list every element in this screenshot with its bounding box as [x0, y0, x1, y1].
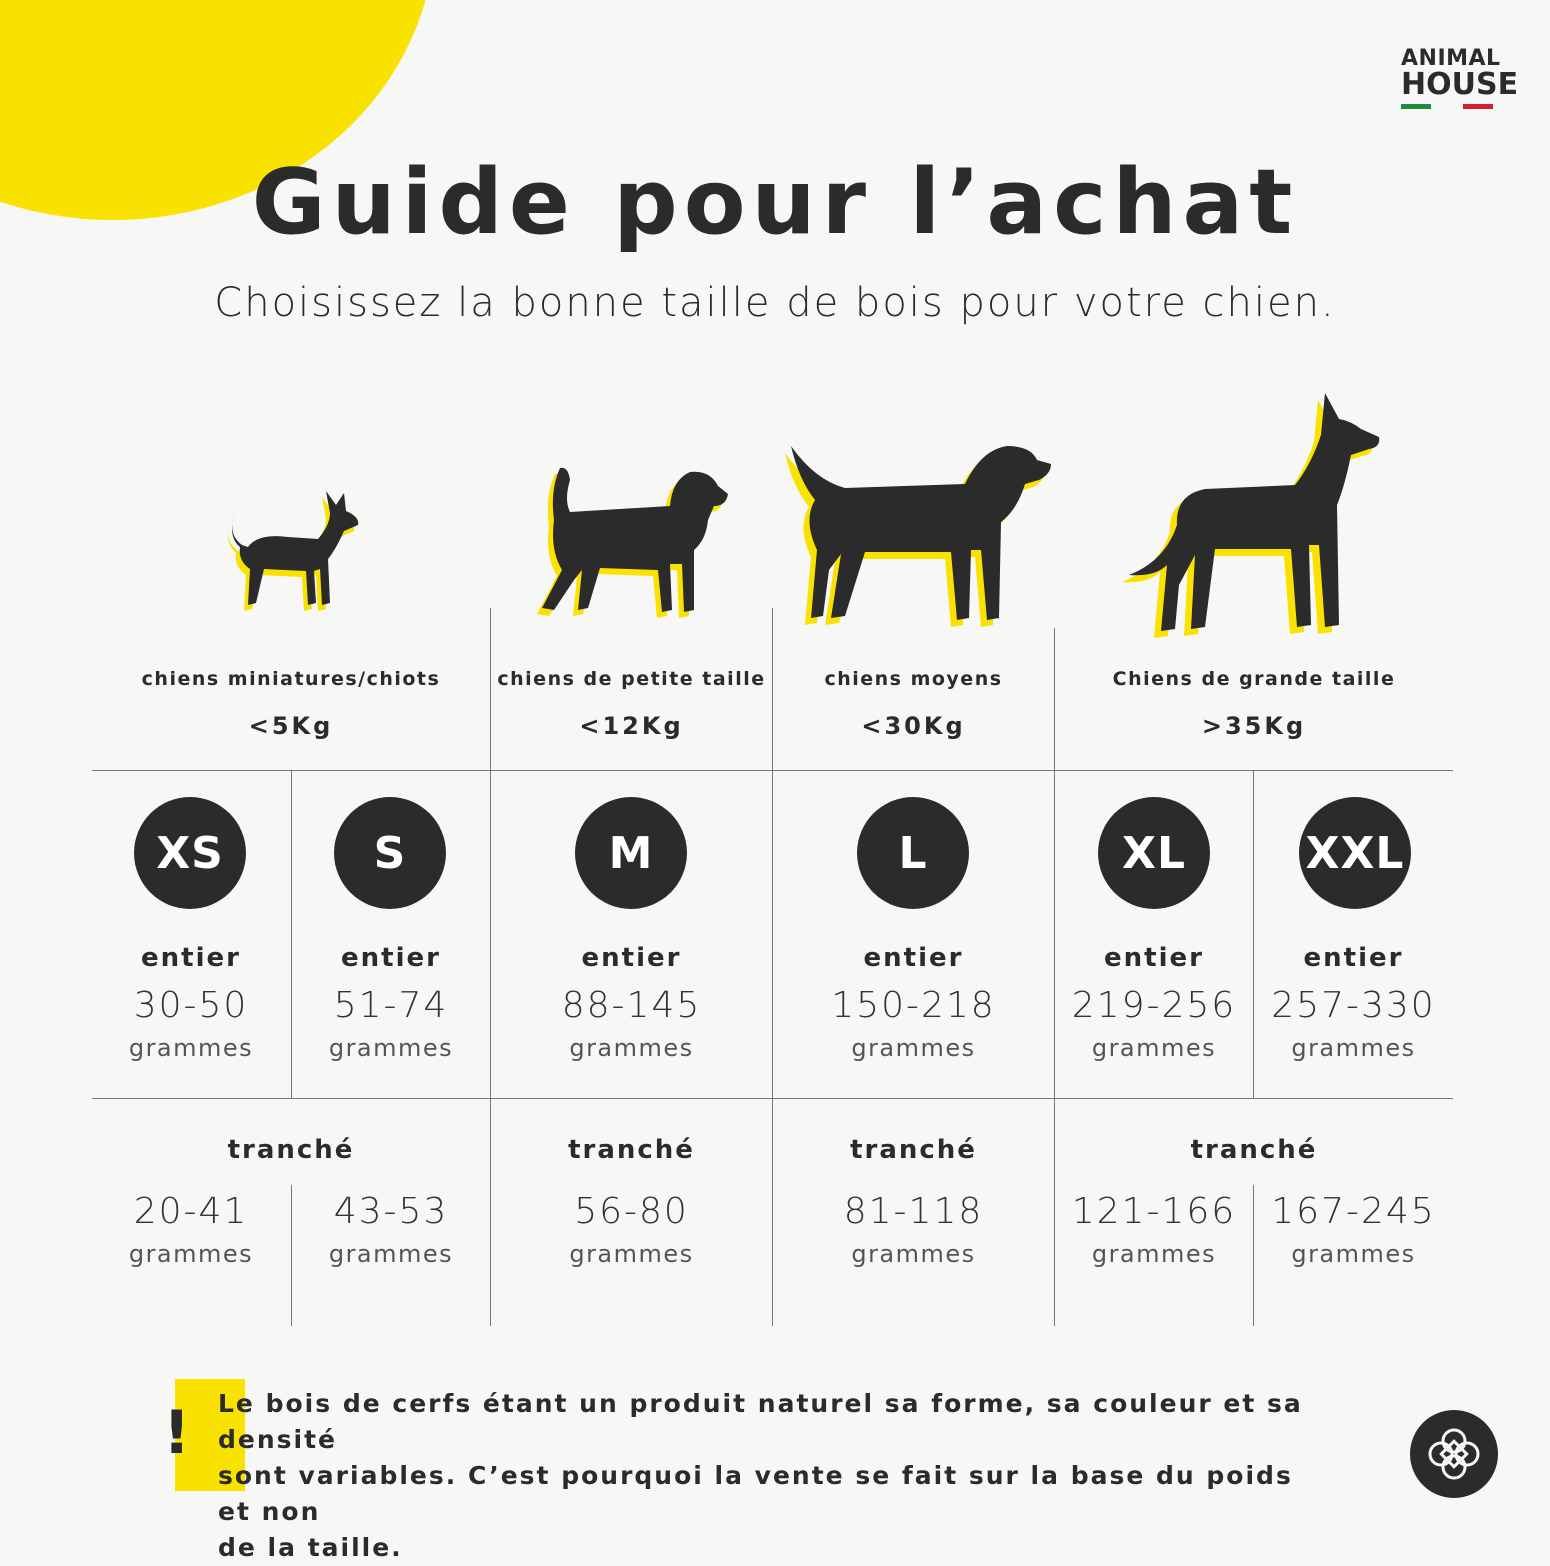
flag-green [1401, 104, 1431, 109]
italian-flag-stripe [1401, 104, 1493, 109]
size-badge-s: S [334, 797, 446, 909]
size-badge-xl: XL [1098, 797, 1210, 909]
sliced-label: tranché [850, 1135, 977, 1165]
category-label-miniature: chiens miniatures/chiots [141, 668, 441, 690]
brand-logo [1401, 46, 1519, 109]
beagle-silhouette-icon [530, 460, 735, 630]
whole-range-s: 51-74 [333, 985, 449, 1026]
page-title: Guide pour l’achat [251, 150, 1299, 255]
category-label-medium: chiens moyens [824, 668, 1003, 690]
size-badge-xxl: XXL [1299, 797, 1411, 909]
notice-line: sont variables. C’est pourquoi la vente se fait sur la base du poids et non [218, 1461, 1293, 1526]
notice-line: de la taille. [218, 1533, 403, 1562]
unit-label: grammes [328, 1240, 454, 1268]
page-subtitle: Choisissez la bonne taille de bois pour votre chien. [214, 280, 1336, 326]
whole-label: entier [341, 943, 441, 973]
size-badge-l: L [857, 797, 969, 909]
category-weight-medium: <30Kg [861, 712, 966, 740]
chihuahua-silhouette-icon [218, 485, 368, 620]
category-weight-small: <12Kg [579, 712, 684, 740]
whole-label: entier [1104, 943, 1204, 973]
category-weight-miniature: <5Kg [248, 712, 334, 740]
unit-label: grammes [1091, 1034, 1217, 1062]
whole-range-m: 88-145 [561, 985, 702, 1026]
sliced-range-m: 56-80 [574, 1191, 689, 1232]
whole-label: entier [863, 943, 964, 973]
whole-label: entier [141, 943, 241, 973]
category-weight-large: >35Kg [1201, 712, 1307, 740]
sliced-label: tranché [1190, 1135, 1318, 1165]
unit-label: grammes [569, 1034, 694, 1062]
size-badge-m: M [575, 797, 687, 909]
whole-range-l: 150-218 [831, 985, 996, 1026]
unit-label: grammes [128, 1034, 254, 1062]
sliced-range-s: 43-53 [333, 1191, 449, 1232]
sliced-range-xs: 20-41 [133, 1191, 249, 1232]
unit-label: grammes [128, 1240, 254, 1268]
brand-line1: ANIMAL [1401, 46, 1501, 71]
unit-label: grammes [851, 1240, 976, 1268]
sliced-label: tranché [568, 1135, 695, 1165]
notice-line: Le bois de cerfs étant un produit naturel sa forme, sa couleur et sa densité [218, 1389, 1303, 1454]
labrador-silhouette-icon [785, 440, 1060, 635]
unit-label: grammes [1091, 1240, 1217, 1268]
category-label-small: chiens de petite taille [497, 668, 766, 690]
whole-range-xs: 30-50 [133, 985, 249, 1026]
whole-label: entier [1303, 943, 1404, 973]
clover-badge-icon [1410, 1410, 1498, 1498]
unit-label: grammes [569, 1240, 694, 1268]
unit-label: grammes [1291, 1240, 1416, 1268]
size-badge-xs: XS [134, 797, 246, 909]
category-label-large: Chiens de grande taille [1112, 668, 1396, 690]
brand-line2: HOUSE [1401, 67, 1519, 102]
sliced-label: tranché [227, 1135, 355, 1165]
whole-label: entier [581, 943, 682, 973]
unit-label: grammes [1291, 1034, 1416, 1062]
sliced-range-l: 81-118 [843, 1191, 984, 1232]
flag-red [1463, 104, 1493, 109]
great-dane-silhouette-icon [1125, 385, 1390, 640]
sliced-range-xl: 121-166 [1071, 1191, 1237, 1232]
whole-range-xxl: 257-330 [1271, 985, 1436, 1026]
notice-text [218, 1386, 1328, 1566]
clover-icon [1423, 1423, 1485, 1485]
whole-range-xl: 219-256 [1071, 985, 1237, 1026]
unit-label: grammes [851, 1034, 976, 1062]
exclamation-icon: ! [163, 1398, 191, 1468]
unit-label: grammes [328, 1034, 454, 1062]
sliced-range-xxl: 167-245 [1271, 1191, 1436, 1232]
